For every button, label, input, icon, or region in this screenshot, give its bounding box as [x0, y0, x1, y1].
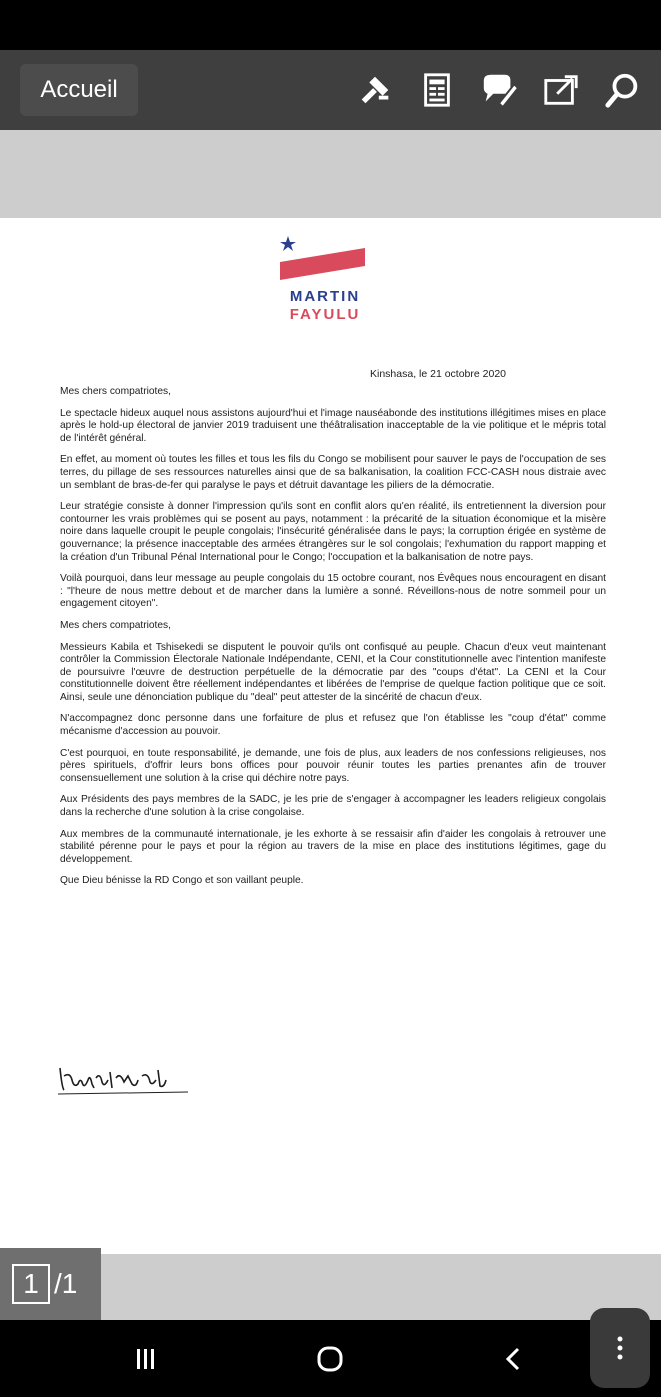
paragraph: Aux Présidents des pays membres de la SADC, je les prie de s'engager à accompagner les leaders religieux congolais dans la recherche d'une solution à la crise congolaise.	[60, 794, 606, 819]
letter-date: Kinshasa, le 21 octobre 2020	[370, 368, 507, 380]
toolbar-tools	[351, 66, 647, 114]
page-indicator[interactable]	[0, 1248, 101, 1320]
status-bar	[0, 0, 661, 50]
search-icon[interactable]	[599, 66, 647, 114]
pdf-viewer[interactable]	[0, 130, 661, 1320]
paragraph: Messieurs Kabila et Tshisekedi se disputent le pouvoir qu'ils ont confisqué au peuple. Chacun d'eux veut maintenant contrôler la Commission Électorale Nationale Indépendante, CENI, et la Cour constitutionnelle avec l'intention manifeste de poursuivre l'œuvre de destruction perpétuelle de la démocratie par des "coups d'état". La CENI et la Cour constitutionnelle doivent être réellement indépendantes et libérées de l'emprise de quelque faction politique que ce soit. Ainsi, seule une dénonciation publique du "deal" peut attester de la sincérité de chacun d'eux.	[60, 641, 606, 703]
logo-name-line1: MARTIN	[289, 288, 361, 305]
current-page-field[interactable]: 1	[12, 1264, 50, 1304]
paragraph: N'accompagnez donc personne dans une forfaiture de plus et refusez que l'on établisse les "coup d'état" comme mécanisme d'accession au pouvoir.	[60, 713, 606, 738]
paragraph: Voilà pourquoi, dans leur message au peuple congolais du 15 octobre courant, nos Évêques nous encouragent en disant : "l'heure de nous mettre debout et de marcher dans la lumière a sonné. Réveillons-nous de notre sommeil pour un engagement citoyen".	[60, 573, 606, 610]
paragraph: Leur stratégie consiste à donner l'impression qu'ils sont en conflit alors qu'en réalité, ils entretiennent la diversion pour contourner les vrais problèmes qui se posent au pays, notamment : la précarité de la situation économique et la misère noire dans laquelle croupit le peuple congolais; l'insécurité généralisée dans le pays; la corruption érigée en système de gouvernance; la présence inacceptable des armées étrangères sur le sol congolais; l'exhumation du rapport mapping et la création d'un Tribunal Pénal International pour le Congo; l'occupation et la balkanisation de notre pays.	[60, 501, 606, 563]
paragraph: C'est pourquoi, en toute responsabilité, je demande, une fois de plus, aux leaders de nos confessions religieuses, nos pères spirituels, d'offrir leurs bons offices pour pouvoir réunir toutes les parties prenantes afin de trouver consensuellement une solution à la crise qui déchire notre pays.	[60, 747, 606, 784]
paragraph: Aux membres de la communauté internationale, je les exhorte à se ressaisir afin d'aider les congolais à retrouver une stabilité pérenne pour le pays et pour la région au travers de la mise en place des institutions légitimes, gage du développement.	[60, 828, 606, 865]
annotate-icon[interactable]	[475, 66, 523, 114]
reader-mode-icon[interactable]	[413, 66, 461, 114]
document-page	[0, 218, 661, 1254]
logo-name-line2: FAYULU	[289, 306, 361, 323]
paragraph: Mes chers compatriotes,	[60, 386, 171, 397]
home-icon[interactable]	[310, 1342, 350, 1376]
letter-body	[60, 386, 606, 897]
total-pages: /1	[54, 1268, 78, 1299]
paragraph: Mes chers compatriotes,	[60, 619, 171, 631]
more-options-icon[interactable]	[590, 1308, 650, 1388]
system-navigation-bar	[0, 1320, 661, 1397]
tools-icon[interactable]	[351, 66, 399, 114]
paragraph: Que Dieu bénisse la RD Congo et son vaillant peuple.	[60, 875, 304, 887]
top-toolbar	[0, 50, 661, 130]
share-icon[interactable]	[537, 66, 585, 114]
recent-apps-icon[interactable]	[126, 1342, 166, 1376]
back-icon[interactable]	[494, 1342, 534, 1376]
paragraph: Le spectacle hideux auquel nous assistons aujourd'hui et l'image nauséabonde des institutions illégitimes mises en place après le hold-up électoral de janvier 2019 traduisent une théâtralisation inacceptable de la vie politique et le mépris total de l'intérêt général.	[60, 407, 606, 444]
home-button[interactable]: Accueil	[20, 64, 138, 116]
signature	[58, 1058, 198, 1098]
paragraph: En effet, au moment où toutes les filles et tous les fils du Congo se mobilisent pour sauver le pays de l'occupation de ses terres, du pillage de ses ressources naturelles ainsi que de sa balkanisation, la coalition FCC-CASH nous distraie avec un semblant de bras-de-fer qui paralyse le pays et détruit davantage les piliers de la démocratie.	[60, 454, 606, 491]
